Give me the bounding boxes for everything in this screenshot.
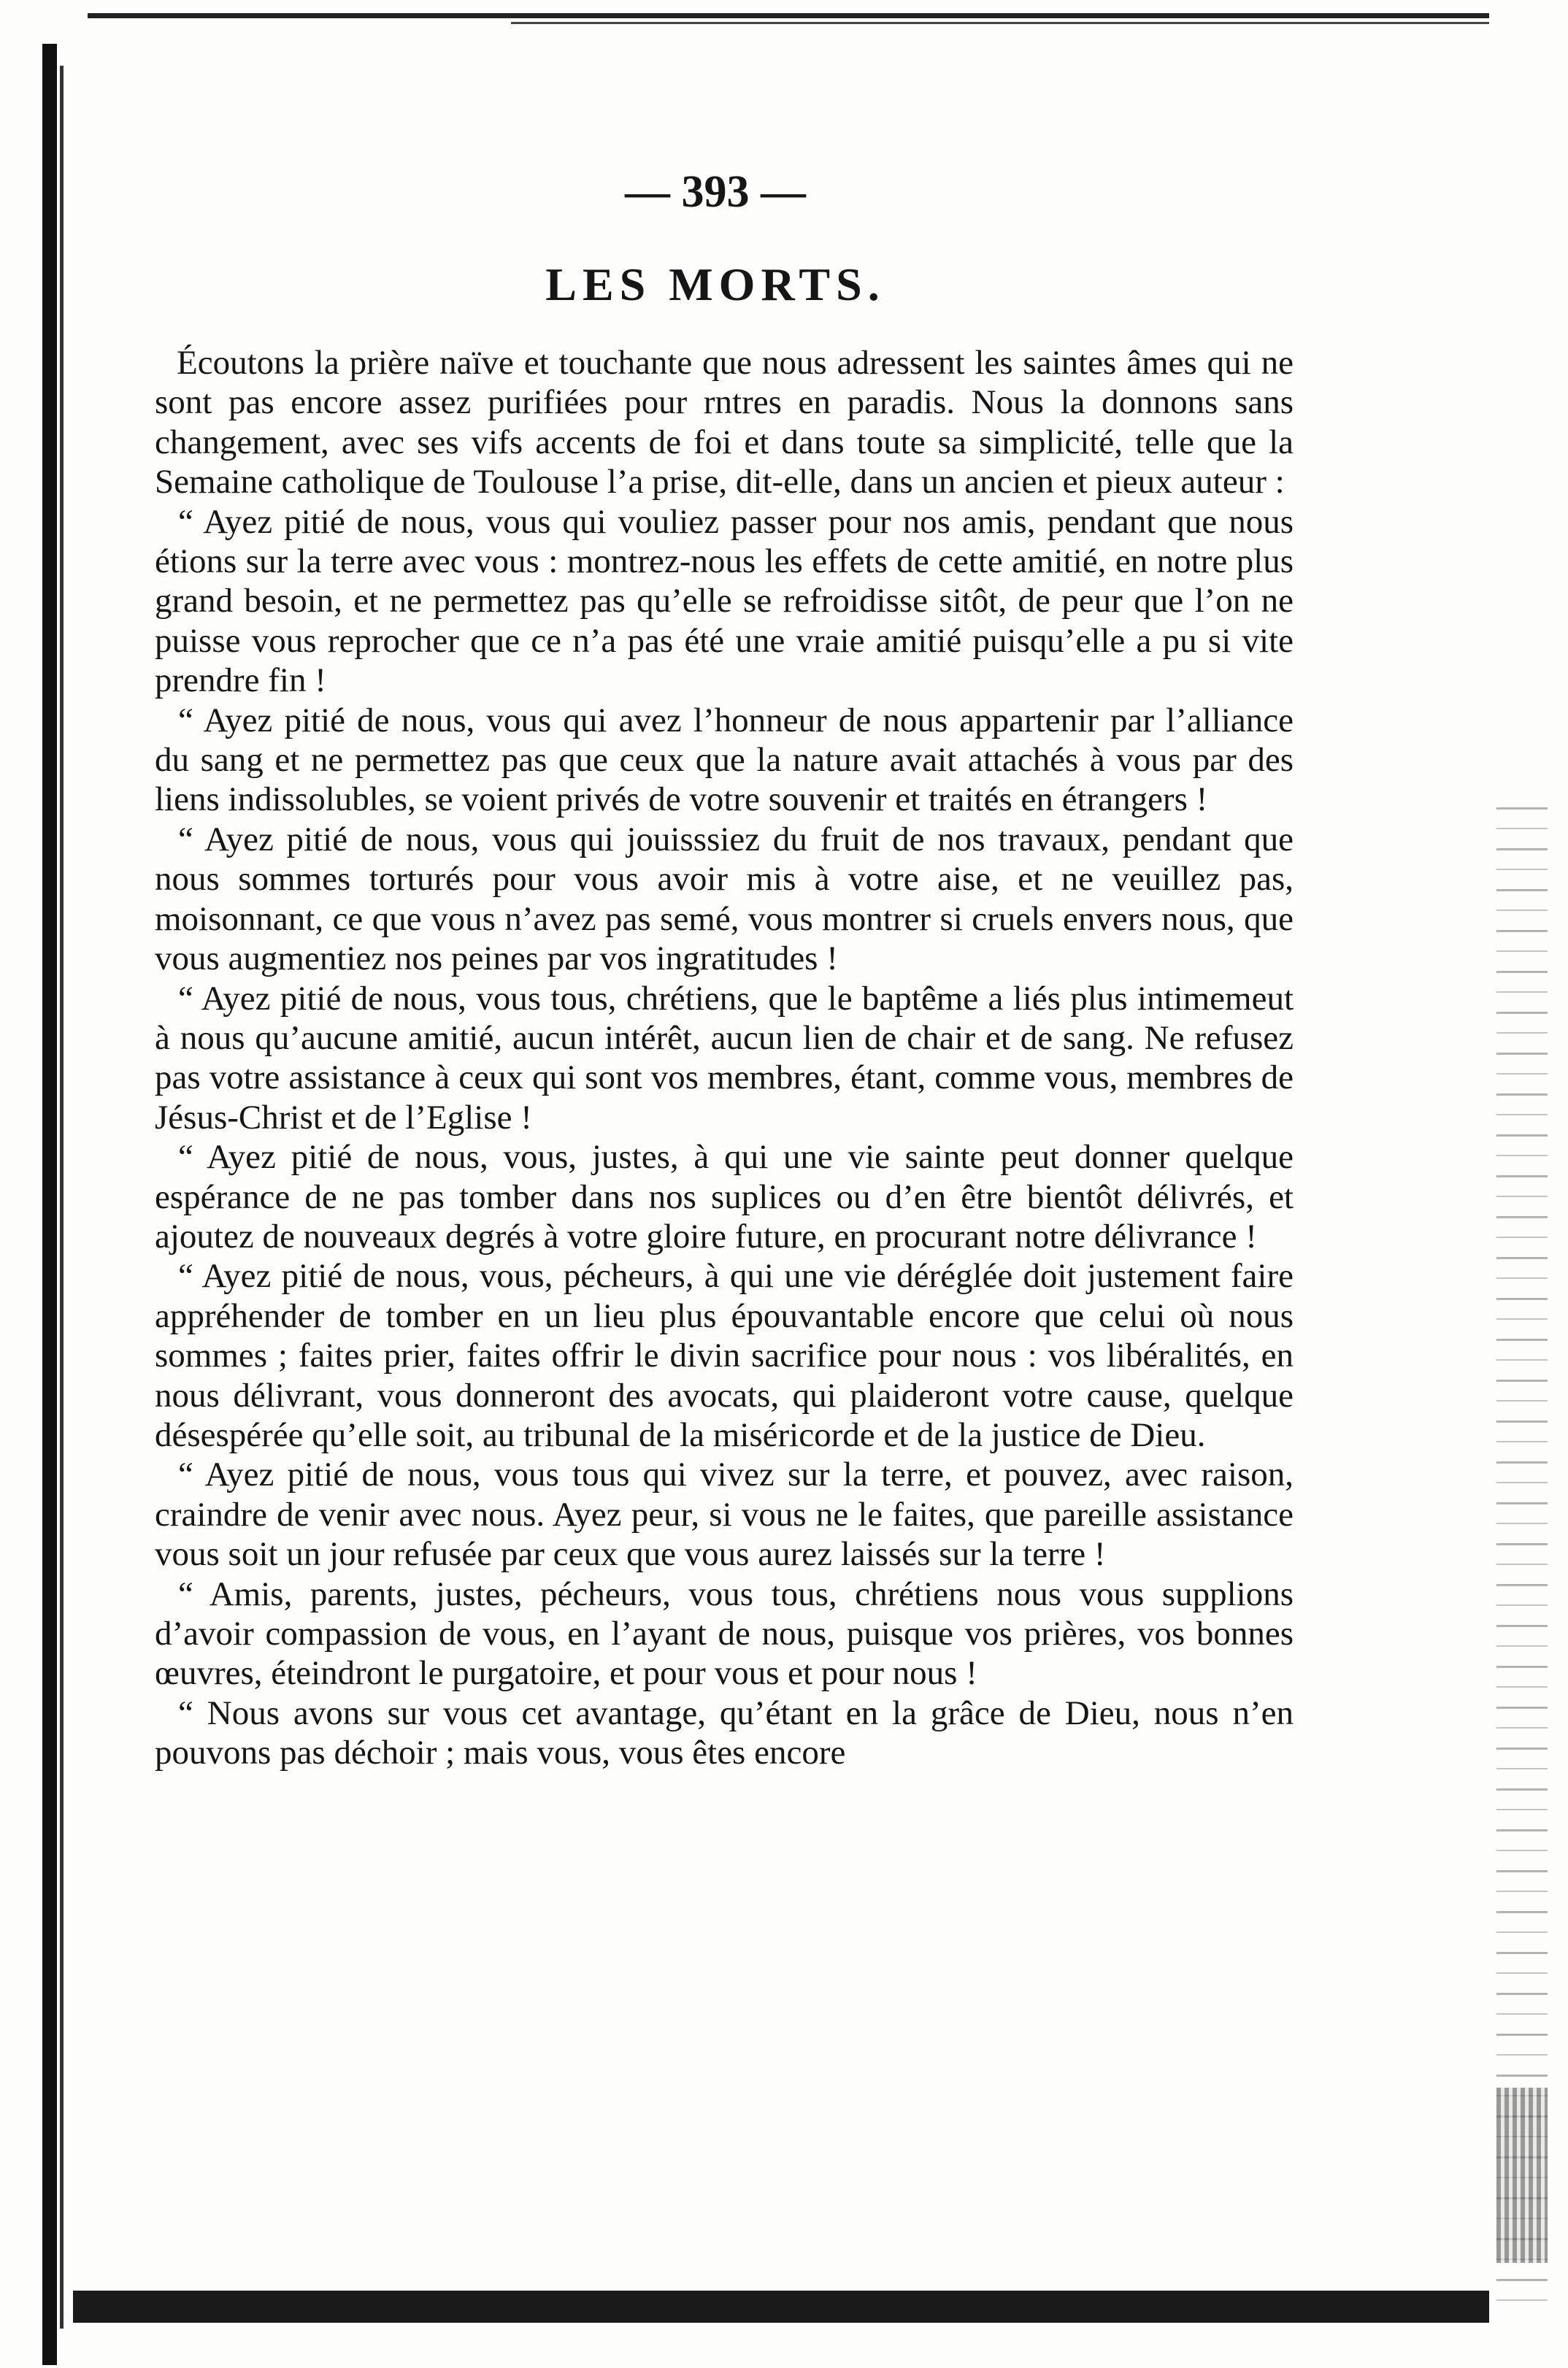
article-body: [155, 343, 1294, 1773]
paragraph: “ Ayez pitié de nous, vous tous qui vivez sur la terre, et pouvez, avec raison, craindre de venir avec nous. Ayez peur, si vous ne le faites, que pareille assistance vous soit un jour refusée par ceux que vous aurez laissés sur la terre !: [155, 1456, 1294, 1574]
left-page-edge: [42, 44, 57, 2365]
paragraph: “ Ayez pitié de nous, vous qui vouliez passer pour nos amis, pendant que nous étions sur la terre avec vous : montrez-nous les effets de cette amitié, en notre plus grand besoin, et ne permettez pas qu’elle se refroidisse sitôt, de peur que l’on ne puisse vous reprocher que ce n’a pas été une vraie amitié puisqu’elle a pu si vite prendre fin !: [155, 502, 1294, 700]
paragraph: “ Ayez pitié de nous, vous, justes, à qui une vie sainte peut donner quelque espérance de ne pas tomber dans nos suplices ou d’en être bientôt délivrés, et ajoutez de nouveaux degrés à votre gloire future, en procurant notre délivrance !: [155, 1138, 1294, 1256]
paragraph: “ Amis, parents, justes, pécheurs, vous tous, chrétiens nous vous supplions d’avoir compassion de vous, en l’ayant de nous, puisque vos prières, vos bonnes œuvres, éteindront le purgatoire, et pour vous et pour nous !: [155, 1575, 1294, 1693]
paragraph: Écoutons la prière naïve et touchante que nous adressent les saintes âmes qui ne sont pas encore assez purifiées pour rntres en paradis. Nous la donnons sans changement, avec ses vifs accents de foi et dans toute sa simplicité, telle que la Semaine catholique de Toulouse l’a prise, dit-elle, dans un ancien et pieux auteur :: [155, 344, 1294, 501]
top-border-line-thin: [511, 22, 1489, 24]
paragraph: “ Ayez pitié de nous, vous tous, chrétiens, que le baptême a liés plus intimemeut à nous qu’aucune amitié, aucun intérêt, aucun lien de chair et de sang. Ne refusez pas votre assistance à ceux qui sont vos membres, étant, comme vous, membres de Jésus-Christ et de l’Eglise !: [155, 979, 1294, 1137]
page-number-header: — 393 —: [625, 167, 806, 217]
paragraph: “ Ayez pitié de nous, vous qui avez l’honneur de nous appartenir par l’alliance du sang et ne permettez pas que ceux que la nature avait attachés à vous par des liens indissolubles, se voient privés de votre souvenir et traités en étrangers !: [155, 701, 1294, 819]
paragraph: “ Ayez pitié de nous, vous, pécheurs, à qui une vie déréglée doit justement faire appréhender de tomber en un lieu plus épouvantable encore que celui où nous sommes ; faites prier, faites offrir le divin sacrifice pour nous : vos libéralités, en nous délivrant, vous donneront des avocats, qui plaideront votre cause, quelque désespérée qu’elle soit, au tribunal de la miséricorde et de la justice de Dieu.: [155, 1257, 1294, 1454]
right-margin-scan-noise: [1496, 788, 1548, 2307]
left-page-edge-inner: [60, 66, 64, 2329]
paragraph: “ Nous avons sur vous cet avantage, qu’étant en la grâce de Dieu, nous n’en pouvons pas déchoir ; mais vous, vous êtes encore: [155, 1694, 1294, 1772]
top-border-line: [88, 13, 1489, 18]
right-margin-scan-block: [1496, 2088, 1548, 2263]
paragraph: “ Ayez pitié de nous, vous qui jouisssiez du fruit de nos travaux, pendant que nous sommes torturés pour vous avoir mis à votre aise, et ne veuillez pas, moisonnant, ce que vous n’avez pas semé, vous montrer si cruels envers nous, que vous augmentiez nos peines par vos ingratitudes !: [155, 820, 1294, 978]
page-title: LES MORTS.: [545, 258, 885, 310]
bottom-border-line: [73, 2291, 1489, 2323]
